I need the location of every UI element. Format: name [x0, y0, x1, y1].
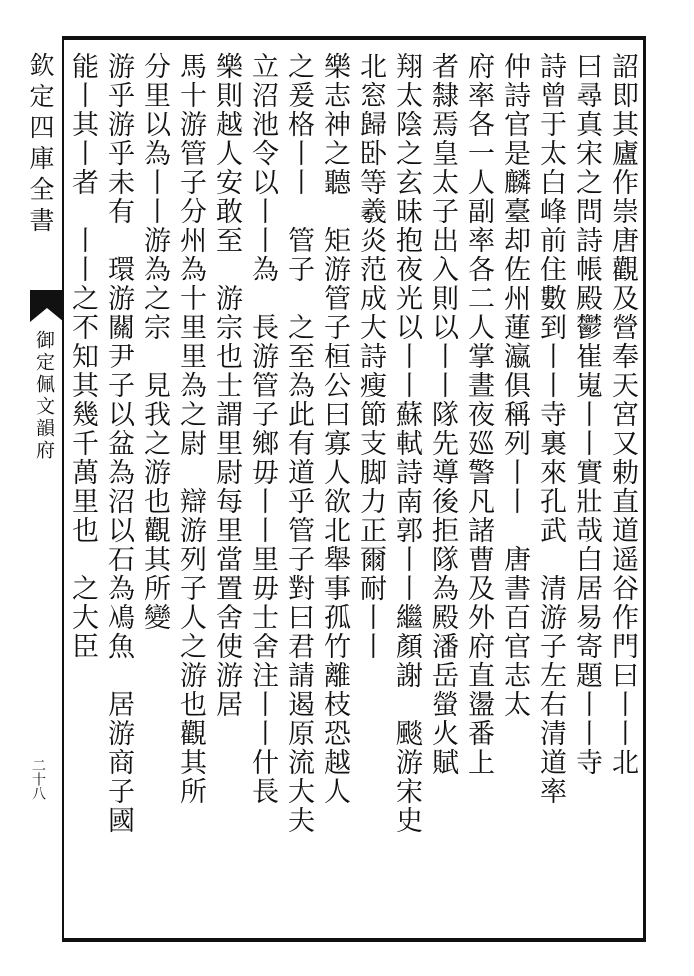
text-column: 曰尋真宋之問詩帳殿鬱崔嵬丨丨實壯哉白居易寄題丨丨寺: [571, 52, 602, 777]
page-number: 二十八: [30, 758, 46, 800]
text-column: 能丨其丨者 丨丨之不知其幾千萬里也 之大臣: [67, 52, 98, 661]
volume-title: 御定佩文韻府: [33, 330, 55, 462]
text-column: 樂則越人安敢至 游宗也士謂里尉每里當置舍使游居: [211, 52, 242, 719]
book-title: 欽定四庫全書: [26, 52, 55, 238]
text-column: 仲詩官是麟臺却佐州蓮瀛俱稱列丨丨 唐書百官志太: [499, 52, 530, 719]
text-column: 之爰格丨丨 管子 之至為此有道乎管子對曰君請遏原流大夫: [283, 52, 314, 835]
text-column: 立沼池令以丨丨為 長游管子鄉毋丨丨里毋士舍注丨丨什長: [247, 52, 278, 806]
text-column: 詩曾于太白峰前住數到丨丨寺裏來孔武 清游子左右清道率: [535, 52, 566, 806]
fishtail-mark-icon: [30, 290, 64, 322]
text-column: 分里以為丨丨游為之宗 見我之游也觀其所變: [139, 52, 170, 632]
text-column: 游乎游乎未有 環游關尹子以盆為沼以石為鳰魚 居游商子國: [103, 52, 134, 835]
text-column: 馬十游管子分州為十里里為之尉 辯游列子人之游也觀其所: [175, 52, 206, 806]
text-column: 者隸焉皇太子出入則以丨丨隊先導後拒隊為殿潘岳螢火賦: [427, 52, 458, 777]
text-column: 府率各一人副率各二人掌晝夜廵警凡諸曹及外府直盪番上: [463, 52, 494, 777]
text-column: 詔即其廬作崇唐觀及營奉天宮又勅直道遥谷作門曰丨丨北: [607, 52, 638, 777]
text-column: 翔太陰之玄昧抱夜光以丨丨蘇軾詩南郭丨丨繼顏謝 颷游宋史: [391, 52, 422, 835]
text-column: 北窓歸卧等羲炎范成大詩瘦節支脚力正爾耐丨丨: [355, 52, 386, 661]
text-column: 樂志神之聽 矩游管子桓公曰寡人欲北舉事孤竹離枝恐越人: [319, 52, 350, 806]
